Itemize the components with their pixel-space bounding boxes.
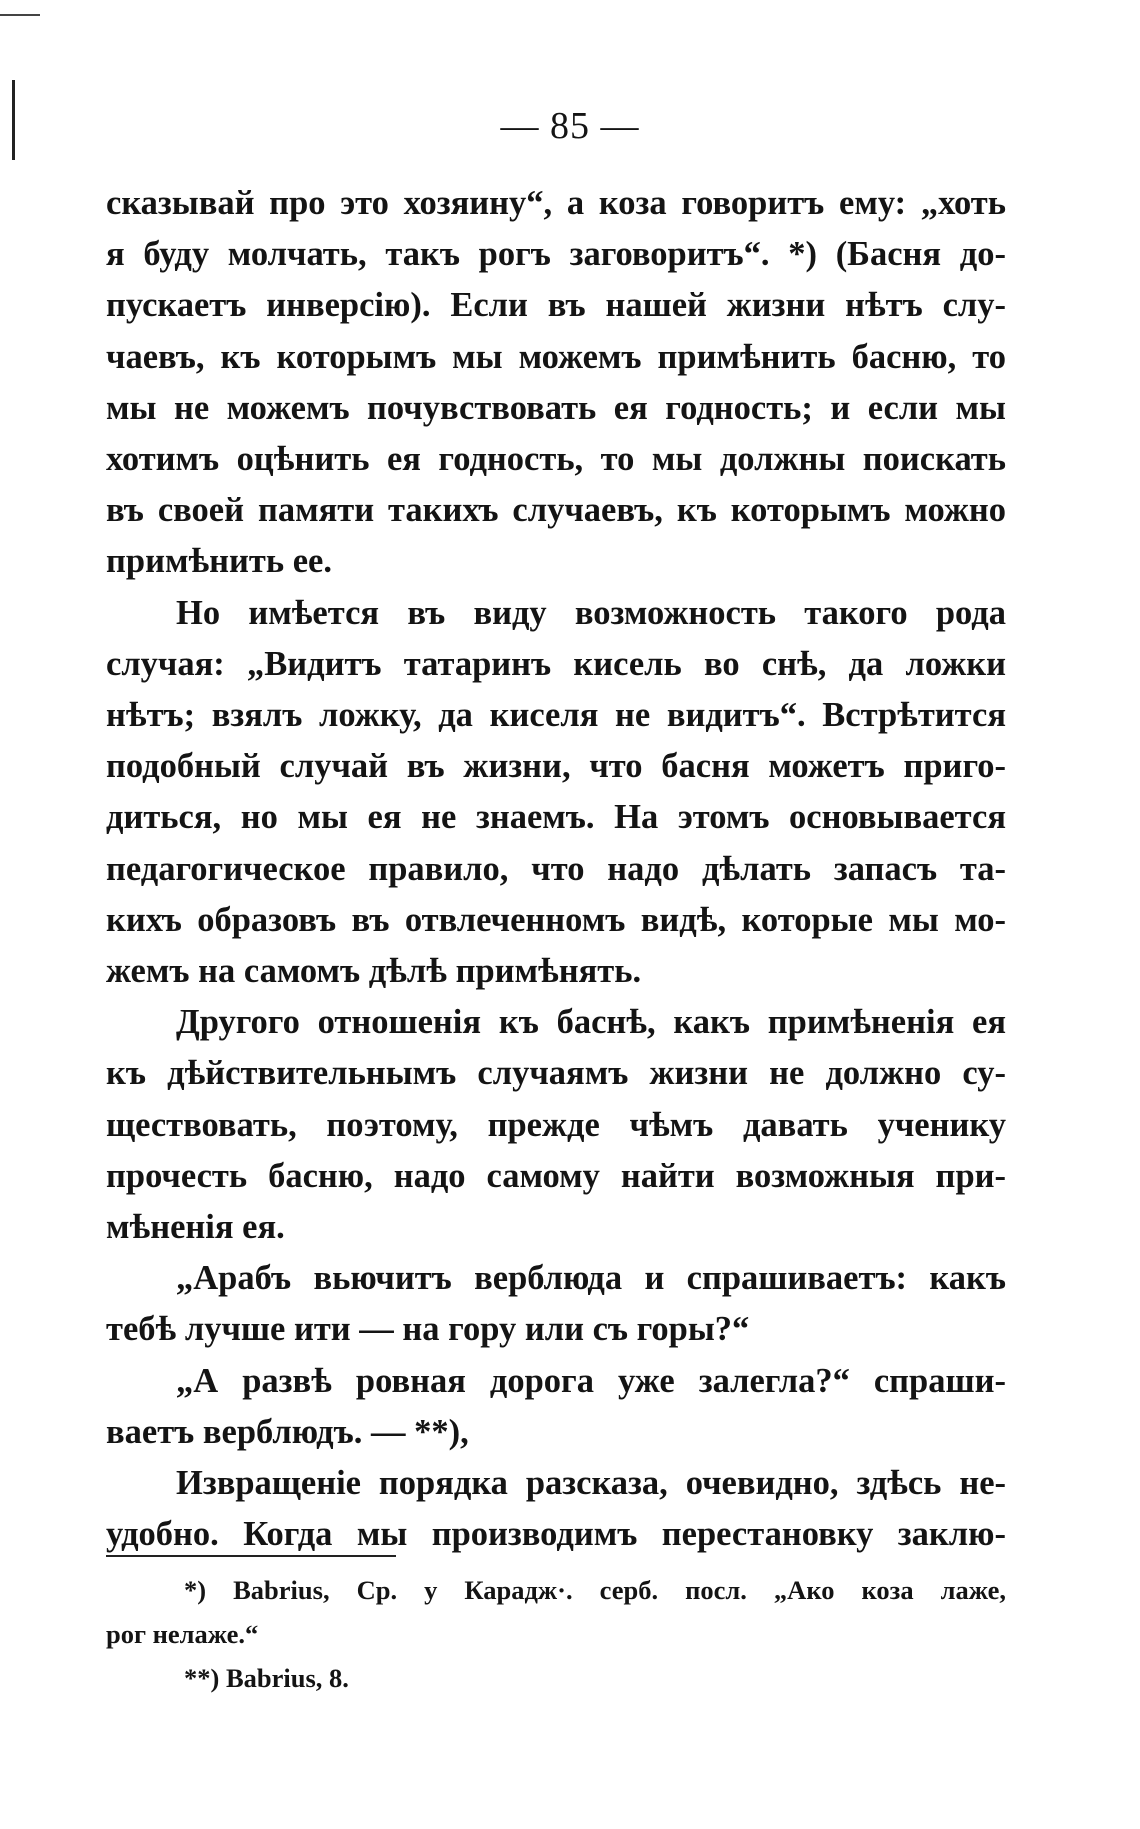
body-text xyxy=(106,178,1006,1560)
text-line: сказывай про это хозяину“, а коза говоритъ ему: „хоть xyxy=(106,184,1006,222)
text-line: диться, но мы ея не знаемъ. На этомъ основывается xyxy=(106,798,1006,837)
text-line: ваетъ верблюдъ. — **), xyxy=(106,1412,469,1451)
text-line: Другого отношенія къ баснѣ, какъ примѣненія ея xyxy=(176,1003,1006,1042)
text-line: „Арабъ вьючитъ верблюда и спрашиваетъ: какъ xyxy=(176,1259,1006,1298)
text-line: жемъ на самомъ дѣлѣ примѣнять. xyxy=(106,952,642,991)
text-line: примѣнить ее. xyxy=(106,542,332,581)
text-line: Извращеніе порядка разсказа, очевидно, здѣсь не- xyxy=(176,1464,1006,1503)
text-line: пускаетъ инверсію). Если въ нашей жизни нѣтъ слу- xyxy=(106,286,1006,325)
footnote-divider xyxy=(106,1555,396,1557)
text-line: ществовать, поэтому, прежде чѣмъ давать ученику xyxy=(106,1105,1006,1144)
footnotes xyxy=(106,1568,1006,1700)
text-line: чаевъ, къ которымъ мы можемъ примѣнить басню, то xyxy=(106,337,1006,376)
text-line: къ дѣйствительнымъ случаямъ жизни не должно су- xyxy=(106,1054,1006,1093)
text-line: я буду молчать, такъ рогъ заговоритъ“. *) (Басня до- xyxy=(106,235,1006,274)
text-line: кихъ образовъ въ отвлеченномъ видѣ, которые мы мо- xyxy=(106,900,1006,939)
text-line: хотимъ оцѣнить ея годность, то мы должны поискать xyxy=(106,440,1006,479)
text-line: мы не можемъ почувствовать ея годность; и если мы xyxy=(106,388,1006,427)
text-line: нѣтъ; взялъ ложку, да киселя не видитъ“. Встрѣтится xyxy=(106,696,1006,735)
text-line: въ своей памяти такихъ случаевъ, къ которымъ можно xyxy=(106,491,1006,530)
page-number: — 85 — xyxy=(500,105,640,147)
text-line: прочесть басню, надо самому найти возможныя при- xyxy=(106,1156,1006,1195)
footnote-line: **) Babrius, 8. xyxy=(184,1663,349,1693)
scan-edge-mark-top xyxy=(0,14,40,16)
text-line: мѣненія ея. xyxy=(106,1208,285,1247)
text-line: случая: „Видитъ татаринъ кисель во снѣ, да ложки xyxy=(106,644,1006,683)
text-line: подобный случай въ жизни, что басня можетъ приго- xyxy=(106,747,1006,786)
text-line: Но имѣется въ виду возможность такого рода xyxy=(176,593,1006,632)
footnote-line: *) Babrius, Ср. у Карадж·. серб. посл. „Ако коза лаже, xyxy=(184,1575,1006,1605)
text-line: тебѣ лучше ити — на гору или съ горы?“ xyxy=(106,1310,750,1349)
text-line: удобно. Когда мы производимъ перестановку заклю- xyxy=(106,1515,1006,1554)
footnote-line: рог нелаже.“ xyxy=(106,1619,259,1649)
text-line: „А развѣ ровная дорога уже залегла?“ спраши- xyxy=(176,1361,1006,1400)
text-line: педагогическое правило, что надо дѣлать запасъ та- xyxy=(106,849,1006,888)
